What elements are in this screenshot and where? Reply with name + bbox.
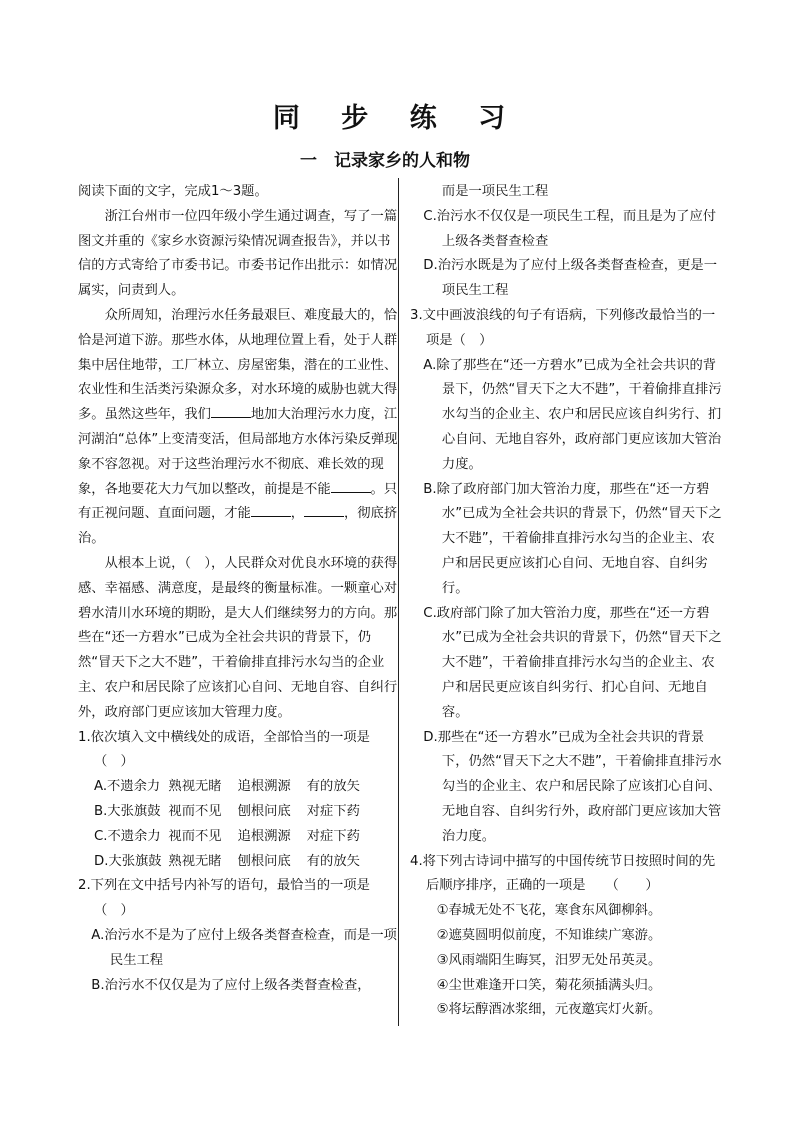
question-3-option-b: B.除了政府部门加大管治力度，那些在“还一方碧水”已成为全社会共识的背景下，仍然“冒天下之大不韪”，干着偷排直排污水勾当的企业主、农户和居民更应该扪心自问、无地自容、自纠劣行。 (423, 481, 722, 596)
option-cell: 追根溯源 (237, 828, 291, 844)
question-1-answer-paren: （ ） (93, 754, 134, 770)
passage-text: 。只有正视问题、直面问题，才能 (78, 481, 398, 522)
passage-paragraph-3: 从根本上说，（ ），人民群众对优良水环境的获得感、幸福感、满意度，是最终的衡量标准。一颗童心对碧水清川水环境的期盼，是大人们继续努力的方向。那些在“还一方碧水”已成为全社会共识的背景下，仍然“冒天下之大不韪”，干着偷排直排污水勾当的企业主、农户和居民除了应该扪心自问、无地自容、自纠行外，政府部门更应该加大管理力度。 (78, 555, 398, 720)
option-cell: 刨根问底 (237, 803, 291, 819)
option-cell: 对症下药 (306, 803, 360, 819)
poem-line: ②遮莫圆明似前度，不知谁续广寒游。 (436, 927, 662, 943)
option-cell: 刨根问底 (237, 853, 291, 869)
column-divider (398, 178, 399, 1026)
left-column (78, 180, 398, 998)
poem-line: ③风雨端阳生晦冥，汨罗无处吊英灵。 (436, 952, 662, 968)
question-2-option-a: A.治污水不是为了应付上级各类督查检查，而是一项民生工程 (91, 927, 397, 968)
option-cell: 熟视无睹 (168, 779, 222, 795)
passage-text: ，彻底挤治。 (78, 506, 398, 547)
option-label: C.不遗余力 (93, 828, 161, 844)
option-row (78, 850, 398, 875)
question-2-option-d: D.治污水既是为了应付上级各类督查检查，更是一项民生工程 (423, 258, 717, 299)
passage-text: 众所周知，治理污水任务最艰巨、难度最大的，恰恰是河道下游。那些水体，从地理位置上看，处于人群集中居住地带，工厂林立、房屋密集，潜在的工业性、农业性和生活类污染源众多，对水环境的威胁也就大得多。虽然这些年，我们 (78, 307, 398, 423)
fill-blank-3 (251, 502, 291, 517)
question-3-option-a: A.除了那些在“还一方碧水”已成为全社会共识的背景下，仍然“冒天下之大不韪”，干着偷排直排污水勾当的企业主、农户和居民应该自纠劣行、扪心自问、无地自容外，政府部门更应该加大管治力度。 (423, 357, 722, 472)
option-cell: 熟视无睹 (168, 853, 222, 869)
fill-blank-1 (211, 403, 251, 418)
option-cell: 有的放矢 (306, 779, 360, 795)
reading-instruction: 阅读下面的文字，完成1～3题。 (78, 184, 268, 199)
option-cell: 有的放矢 (306, 853, 360, 869)
question-2-option-c: C.治污水不仅仅是一项民生工程，而且是为了应付上级各类督查检查 (423, 208, 717, 249)
fill-blank-2 (331, 478, 371, 493)
option-label: B.大张旗鼓 (93, 803, 161, 819)
passage-text: ， (290, 506, 305, 522)
passage-paragraph-1: 浙江台州市一位四年级小学生通过调查，写了一篇图文并重的《家乡水资源污染情况调查报告》，并以书信的方式寄给了市委书记。市委书记作出批示：如情况属实，问责到人。 (78, 208, 398, 299)
question-4: 4.将下列古诗词中描写的中国传统节日按照时间的先后顺序排序，正确的一项是 （ ） (410, 853, 716, 894)
option-row (78, 825, 398, 850)
passage-text: 地加大治理污水力度，江河湖泊“总体”上变清变活，但局部地方水体污染反弹现象不容忽视。对于这些治理污水不彻底、难长效的现象，各地要花大力气加以整改，前提是不能 (78, 407, 398, 497)
option-cell: 对症下药 (306, 828, 360, 844)
question-2: 2.下列在文中括号内补写的语句，最恰当的一项是 (78, 878, 370, 894)
question-2-option-b: B.治污水不仅仅是为了应付上级各类督查检查， (91, 977, 371, 993)
poem-line: ①春城无处不飞花，寒食东风御柳斜。 (436, 903, 662, 919)
option-cell: 视而不见 (168, 803, 222, 819)
section-subtitle: 一 记录家乡的人和物 (300, 151, 470, 171)
question-1: 1.依次填入文中横线处的成语，全部恰当的一项是 (78, 729, 370, 745)
option-cell: 追根溯源 (237, 779, 291, 795)
question-3-option-c: C.政府部门除了加大管治力度，那些在“还一方碧水”已成为全社会共识的背景下，仍然“冒天下之大不韪”，干着偷排直排污水勾当的企业主、农户和居民更应该自纠劣行、扪心自问、无地自容。 (423, 605, 722, 720)
poem-line: ⑤将坛醇酒冰浆细，元夜邀宾灯火新。 (436, 1002, 662, 1018)
poem-line: ④尘世难逢开口笑，菊花须插满头归。 (436, 977, 662, 993)
option-label: A.不遗余力 (93, 779, 161, 795)
question-3-option-d: D.那些在“还一方碧水”已成为全社会共识的背景下，仍然“冒天下之大不韪”，干着偷排直排污水勾当的企业主、农户和居民除了应该扪心自问、无地自容、自纠劣行外，政府部门更应该加大管治力度。 (423, 729, 722, 844)
question-2-answer-paren: （ ） (93, 903, 134, 919)
option-row (78, 800, 398, 825)
question-1-options (78, 775, 398, 874)
page-title: 同 步 练 习 (272, 103, 522, 134)
option-label: D.大张旗鼓 (93, 853, 162, 869)
passage-paragraph-2 (78, 304, 398, 552)
question-3: 3.文中画波浪线的句子有语病，下列修改最恰当的一项是（ ） (410, 307, 716, 348)
fill-blank-4 (304, 502, 344, 517)
option-cell: 视而不见 (168, 828, 222, 844)
question-2-option-b-continued: 而是一项民生工程 (441, 184, 549, 199)
option-row (78, 775, 398, 800)
right-column (410, 180, 724, 1023)
